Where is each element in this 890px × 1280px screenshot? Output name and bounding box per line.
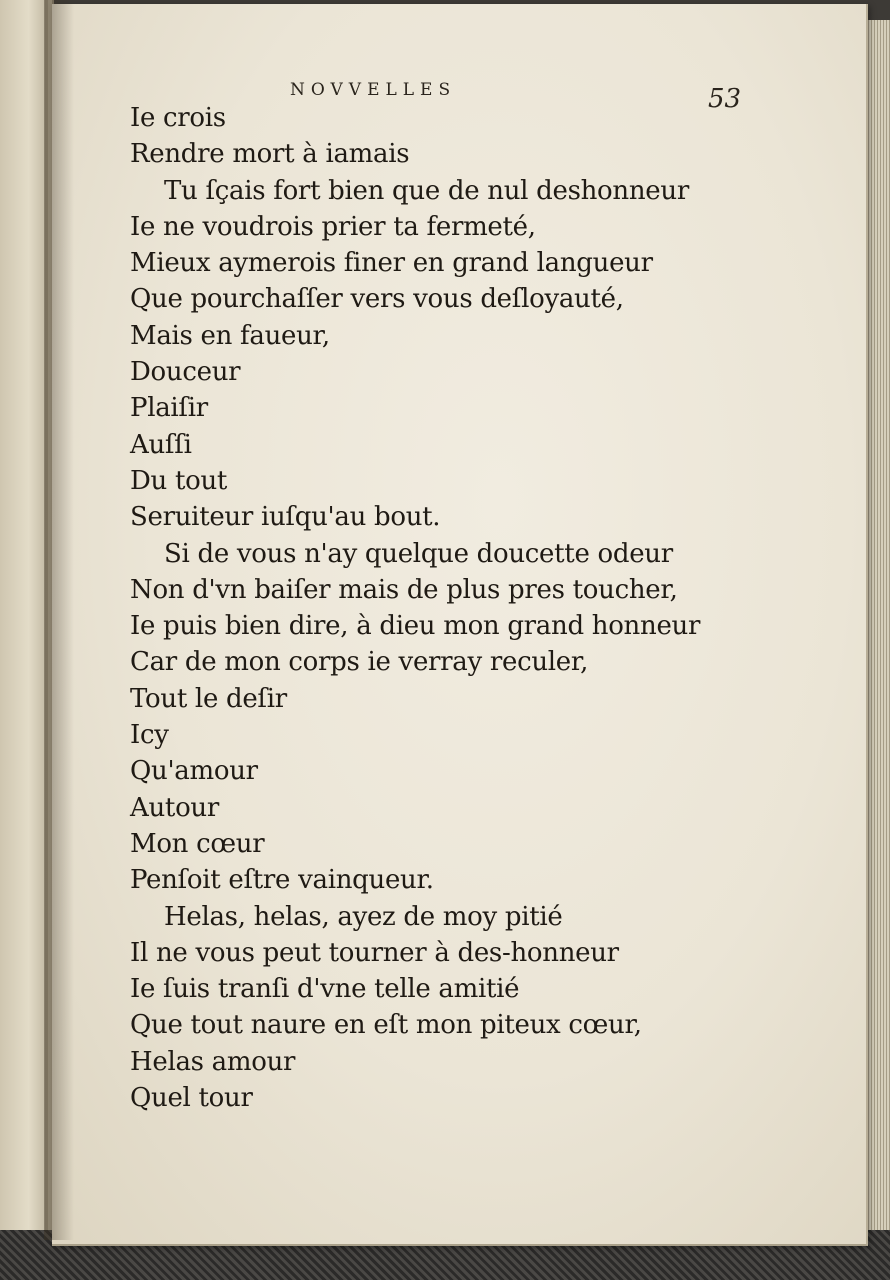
verse-block	[130, 100, 770, 1116]
page-number: 53	[708, 84, 742, 114]
verse-line: Tout le deſir	[130, 683, 287, 714]
verse-line: Seruiteur iuſqu'au bout.	[130, 502, 441, 533]
verse-line: Penſoit eſtre vainqueur.	[130, 865, 434, 896]
verse-line: Non d'vn baiſer mais de plus pres toucher,	[130, 574, 678, 605]
verse-line: Ie ſuis tranſi d'vne telle amitié	[130, 974, 520, 1005]
verse-line: Qu'amour	[130, 756, 258, 787]
verse-line: Auſſi	[130, 429, 192, 460]
verse-line: Icy	[130, 720, 169, 751]
verse-line: Si de vous n'ay quelque doucette odeur	[164, 538, 673, 569]
verse-line: Ie crois	[130, 103, 226, 133]
verse-line: Autour	[130, 792, 219, 823]
verse-line: Car de mon corps ie verray reculer,	[130, 647, 589, 678]
binding-gutter-shadow	[44, 0, 74, 1240]
verse-line: Tu ſçais fort bien que de nul deshonneur	[164, 175, 689, 206]
verse-line: Mais en faueur,	[130, 320, 330, 351]
verse-line: Plaiſir	[130, 393, 208, 424]
verse-line: Mieux aymerois finer en grand langueur	[130, 248, 653, 279]
verse-line: Helas amour	[130, 1046, 296, 1077]
verse-line: Du tout	[130, 465, 228, 496]
verse-line: Il ne vous peut tourner à des-honneur	[130, 937, 619, 968]
running-head: NOVVELLES	[290, 80, 457, 100]
verse-line: Que pourchaſſer vers vous deſloyauté,	[130, 284, 624, 315]
verse-line: Ie puis bien dire, à dieu mon grand honneur	[130, 611, 701, 642]
verse-line: Ie ne voudrois prier ta fermeté,	[130, 211, 536, 242]
verse-line: Helas, helas, ayez de moy pitié	[164, 901, 563, 932]
verse-line: Douceur	[130, 357, 241, 388]
verse-line: Rendre mort à iamais	[130, 139, 410, 170]
verse-line: Que tout naure en eſt mon piteux cœur,	[130, 1010, 642, 1041]
verse-line: Quel tour	[130, 1083, 253, 1114]
book-page	[52, 4, 868, 1246]
verse-line: Mon cœur	[130, 828, 265, 859]
